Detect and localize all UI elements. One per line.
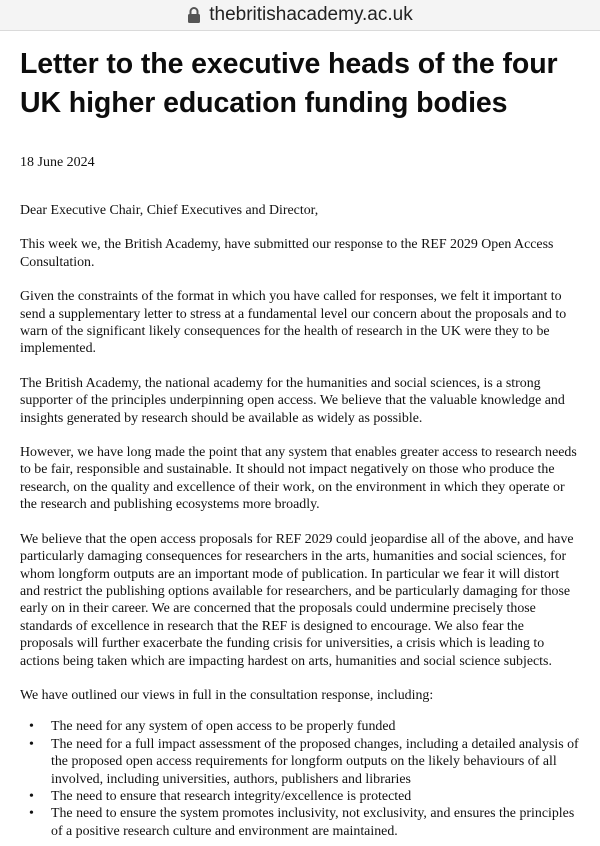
- bullet-icon: •: [29, 788, 34, 804]
- paragraph: We have outlined our views in full in the consultation response, including:: [20, 687, 434, 703]
- list-item: • The need for any system of open access to be properly funded: [29, 719, 396, 735]
- paragraph: We believe that the open access proposals for REF 2029 could jeopardise all of the above, and have particularly damaging consequences for researchers in the arts, humanities and social sciences, for whom longform outputs are an important mode of publication. In particular we fear it will distort and restrict the publishing options available for researchers, and be particularly damaging for those early on in their career. We are concerned that the proposals could undermine precisely those standards of excellence in research that the REF is designed to encourage. We also fear the proposals will further exacerbate the funding crisis for universities, a crisis which is leading to actions being taken which are impacting hardest on arts, humanities and social science subjects.: [20, 531, 574, 669]
- letter-date: 18 June 2024: [20, 155, 95, 170]
- paragraph: However, we have long made the point that any system that enables greater access to research needs to be fair, responsible and sustainable. It should not impact negatively on those who produce the research, on the quality and excellence of their work, on the environment in which they operate or the research and publishing ecosystems more broadly.: [20, 445, 577, 513]
- lock-icon: [187, 6, 201, 24]
- paragraph: The British Academy, the national academy for the humanities and social sciences, is a strong supporter of the principles underpinning open access. We believe that the valuable knowledge and insights generated by research should be available as widely as possible.: [20, 375, 565, 426]
- letter-page: [0, 31, 600, 840]
- list-item: • The need to ensure the system promotes inclusivity, not exclusivity, and ensures the principles of a positive research culture and environment are maintained.: [29, 806, 575, 839]
- list-item: • The need for a full impact assessment of the proposed changes, including a detailed analysis of the proposed open access requirements for longform outputs on the likely behaviours of all involved, including universities, authors, publishers and libraries: [29, 736, 579, 787]
- page-title: Letter to the executive heads of the four UK higher education funding bodies: [20, 48, 558, 119]
- address-bar[interactable]: [0, 0, 600, 31]
- bullet-list: [20, 718, 580, 840]
- bullet-icon: •: [29, 736, 34, 752]
- bullet-icon: •: [29, 719, 34, 735]
- list-item: • The need to ensure that research integrity/excellence is protected: [29, 788, 412, 804]
- bullet-icon: •: [29, 806, 34, 822]
- paragraph: This week we, the British Academy, have submitted our response to the REF 2029 Open Access Consultation.: [20, 237, 554, 270]
- paragraph: Given the constraints of the format in which you have called for responses, we felt it important to send a supplementary letter to stress at a fundamental level our concern about the proposals and to warn of the significant likely consequences for the health of research in the UK were they to be implemented.: [20, 289, 567, 357]
- salutation: Dear Executive Chair, Chief Executives and Director,: [20, 203, 319, 218]
- url-text: thebritishacademy.ac.uk: [209, 4, 413, 25]
